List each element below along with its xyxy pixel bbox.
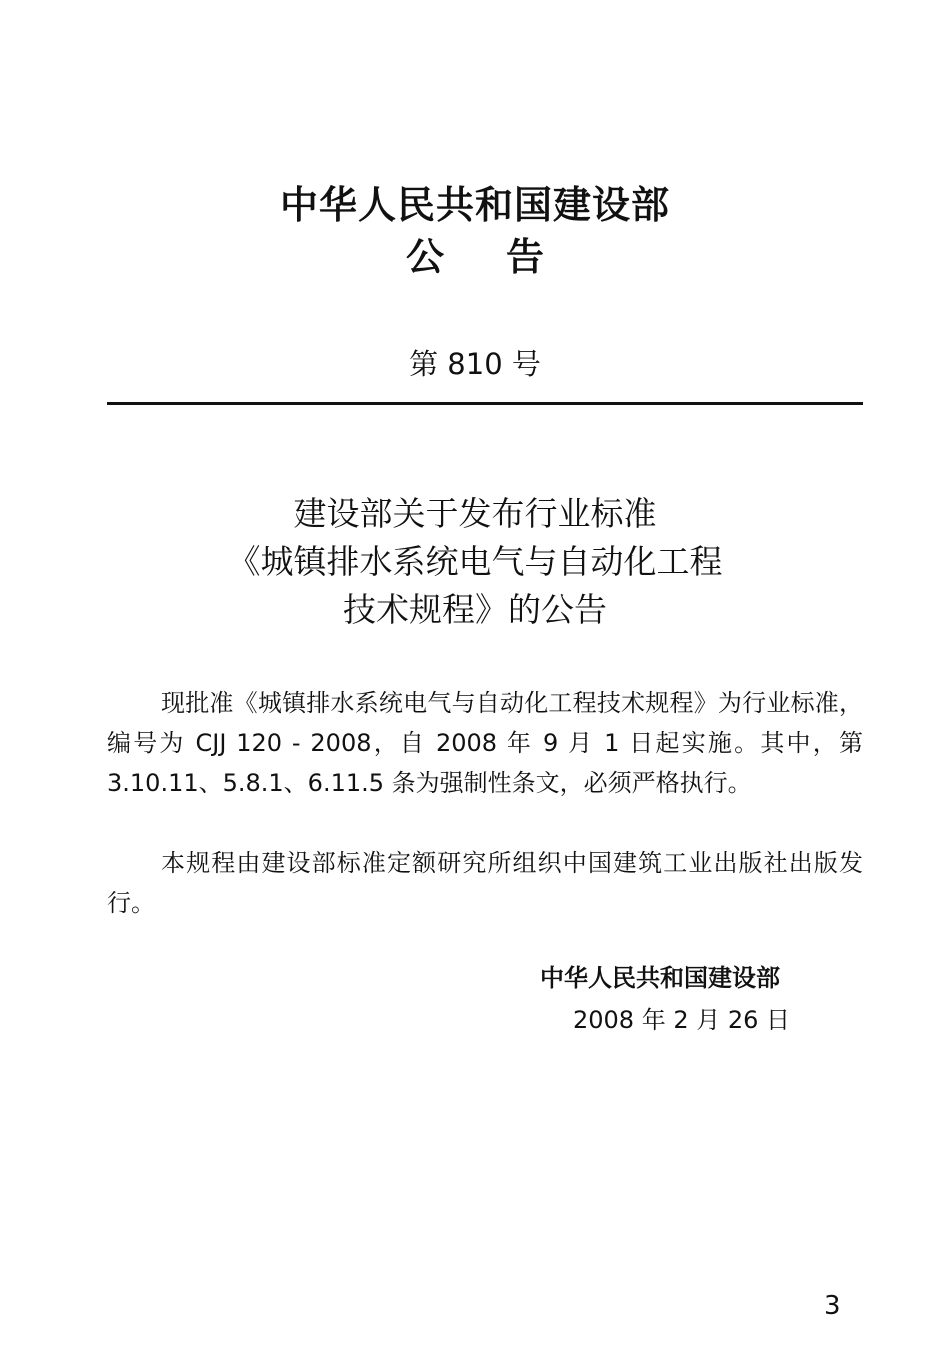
header-divider <box>107 402 863 405</box>
signature-organization: 中华人民共和国建设部 <box>540 964 780 992</box>
notice-title: 公告 <box>405 235 606 279</box>
notice-subject <box>0 490 950 634</box>
subject-line-2: 《城镇排水系统电气与自动化工程 <box>227 542 723 581</box>
notice-number: 第 810 号 <box>409 347 541 381</box>
subject-line-1: 建设部关于发布行业标准 <box>293 494 657 533</box>
body-paragraph-publishing: 本规程由建设部标准定额研究所组织中国建筑工业出版社出版发行。 <box>107 849 863 917</box>
signature-date: 2008 年 2 月 26 日 <box>573 1006 791 1034</box>
body-paragraph-approval: 现批准《城镇排水系统电气与自动化工程技术规程》为行业标准，编号为 CJJ 120 - 2008，自 2008 年 9 月 1 日起实施。其中，第 3.10.11、5.8.1、6.11.5 条为强制性条文，必须严格执行。 <box>107 689 863 797</box>
page-number: 3 <box>824 1291 841 1321</box>
subject-line-3: 技术规程》的公告 <box>343 590 607 629</box>
ministry-title: 中华人民共和国建设部 <box>279 183 670 227</box>
